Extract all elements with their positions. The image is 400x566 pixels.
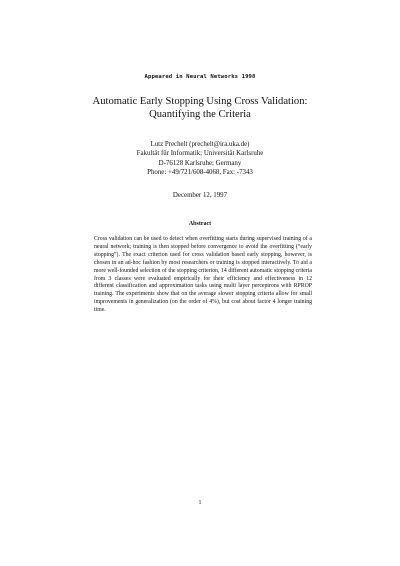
title-line-1: Automatic Early Stopping Using Cross Validation: [92,96,308,107]
page-number: 1 [198,500,202,506]
author-address: D-76128 Karlsruhe; Germany [158,159,242,167]
author-phone: Phone: +49/721/608-4068, Fax: -7343 [147,169,253,177]
author-affiliation: Fakultät für Informatik; Universität Karlsruhe [136,150,264,158]
title-line-2: Quantifying the Criteria [149,109,251,121]
author-name: Lutz Prechelt (prechelt@ira.uka.de) [150,141,250,148]
publication-note: Appeared in Neural Networks 1998 [144,74,256,80]
paper-date: December 12, 1997 [172,192,228,199]
abstract-text: Cross validation can be used to detect when overfitting starts during supervised training of a neural network; training is then stopped before convergence to avoid the overfitting (“early stopping”). The exact criterion used for cross validation based early stopping, however, is chosen in an ad-hoc fashion by most researchers or training is stopped interactively. To aid a more well-founded selection of the stopping criterion, 14 different automatic stopping criteria from 3 classes were evaluated empirically for their efficiency and effectiveness in 12 different classification and approximation tasks using multi layer perceptrons with RPROP training. The experiments show that on the average slower stopping criteria allow for small improvements in generalization (on the order of 4%), but cost about factor 4 longer training time. [94,236,312,314]
abstract-heading: Abstract [188,221,212,227]
paper-title [40,95,360,121]
author-block [60,140,340,178]
